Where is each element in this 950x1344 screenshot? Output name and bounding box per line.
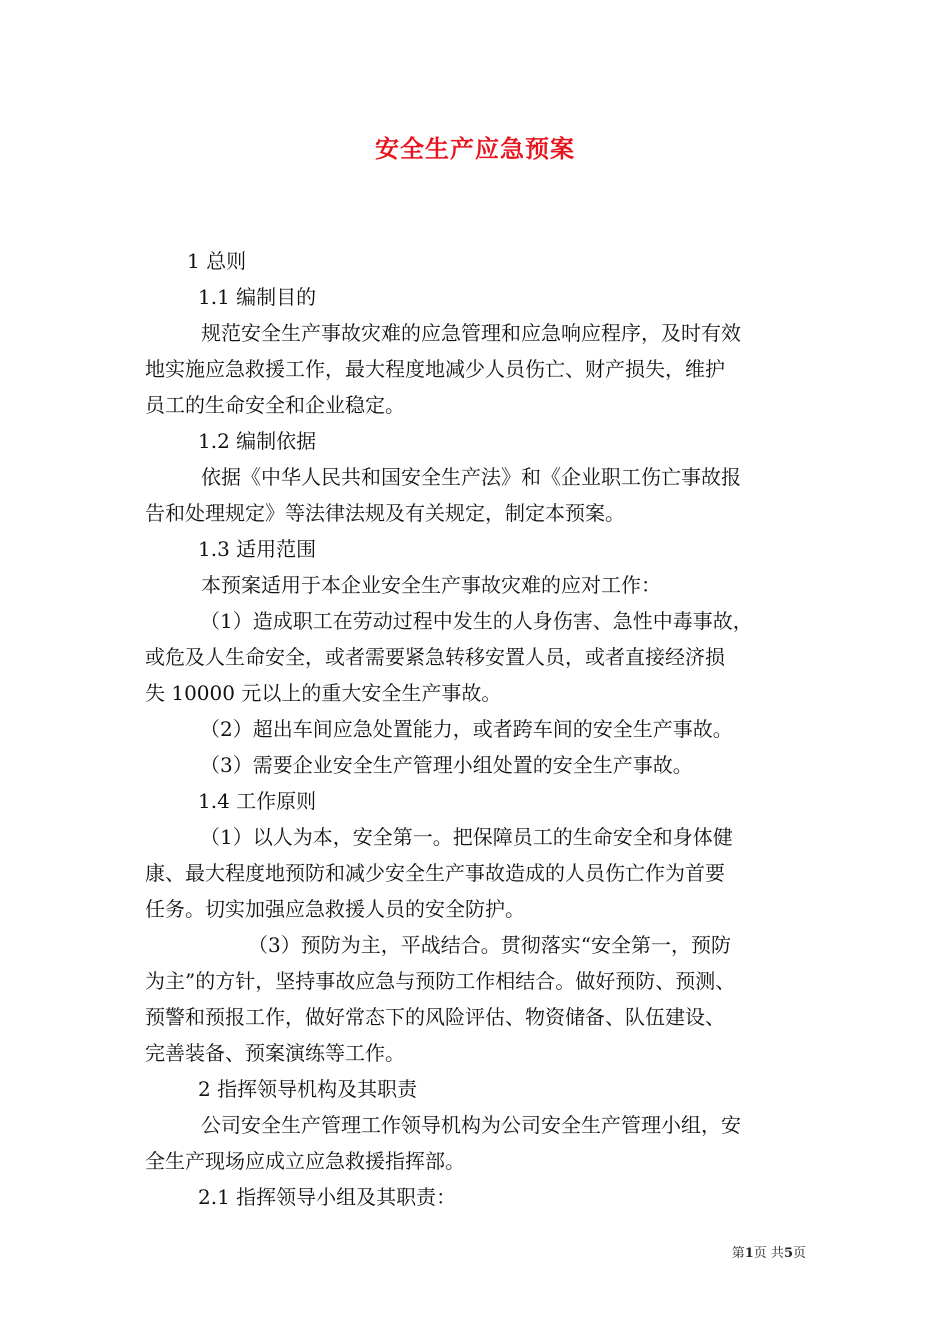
list-item-line: 完善装备、预案演练等工作。 [145, 1041, 405, 1065]
list-item-line: 预警和预报工作，做好常态下的风险评估、物资储备、队伍建设、 [145, 1005, 725, 1029]
list-item-line: （1）以人为本，安全第一。把保障员工的生命安全和身体健 [200, 825, 733, 849]
list-item-line: 为主”的方针，坚持事故应急与预防工作相结合。做好预防、预测、 [145, 969, 736, 993]
list-item-line: 失 10000 元以上的重大安全生产事故。 [145, 681, 502, 705]
subsection-heading-1-2: 1.2 编制依据 [198, 429, 317, 453]
section-heading-1: 1 总则 [187, 249, 247, 273]
list-item-line: 任务。切实加强应急救援人员的安全防护。 [145, 897, 525, 921]
list-item-line: （1）造成职工在劳动过程中发生的人身伤害、急性中毒事故， [200, 609, 753, 633]
paragraph-line: 本预案适用于本企业安全生产事故灾难的应对工作： [201, 573, 661, 597]
section-heading-2: 2 指挥领导机构及其职责 [198, 1077, 418, 1101]
list-item-line: 康、最大程度地预防和减少安全生产事故造成的人员伤亡作为首要 [145, 861, 725, 885]
subsection-heading-1-3: 1.3 适用范围 [198, 537, 317, 561]
footer-suffix: 页 [792, 1246, 806, 1261]
paragraph-line: 规范安全生产事故灾难的应急管理和应急响应程序，及时有效 [201, 321, 741, 345]
list-item-line: （3）预防为主，平战结合。贯彻落实“安全第一，预防 [248, 933, 731, 957]
paragraph-line: 员工的生命安全和企业稳定。 [145, 393, 405, 417]
footer-middle: 页 共 [753, 1246, 784, 1261]
list-item-line: （3）需要企业安全生产管理小组处置的安全生产事故。 [200, 753, 693, 777]
document-title: 安全生产应急预案 [375, 134, 575, 163]
paragraph-line: 地实施应急救援工作，最大程度地减少人员伤亡、财产损失，维护 [145, 357, 725, 381]
paragraph-line: 告和处理规定》等法律法规及有关规定，制定本预案。 [145, 501, 625, 525]
paragraph-line: 依据《中华人民共和国安全生产法》和《企业职工伤亡事故报 [201, 465, 741, 489]
total-page-number: 5 [783, 1246, 793, 1261]
footer-prefix: 第 [731, 1246, 745, 1261]
page-footer [0, 1244, 806, 1264]
list-item-line: 或危及人生命安全，或者需要紧急转移安置人员，或者直接经济损 [145, 645, 725, 669]
subsection-heading-1-4: 1.4 工作原则 [198, 789, 317, 813]
list-item-line: （2）超出车间应急处置能力，或者跨车间的安全生产事故。 [200, 717, 733, 741]
subsection-heading-2-1: 2.1 指挥领导小组及其职责： [198, 1185, 457, 1209]
paragraph-line: 全生产现场应成立应急救援指挥部。 [145, 1149, 465, 1173]
subsection-heading-1-1: 1.1 编制目的 [198, 285, 317, 309]
paragraph-line: 公司安全生产管理工作领导机构为公司安全生产管理小组，安 [201, 1113, 741, 1137]
current-page-number: 1 [744, 1246, 754, 1261]
